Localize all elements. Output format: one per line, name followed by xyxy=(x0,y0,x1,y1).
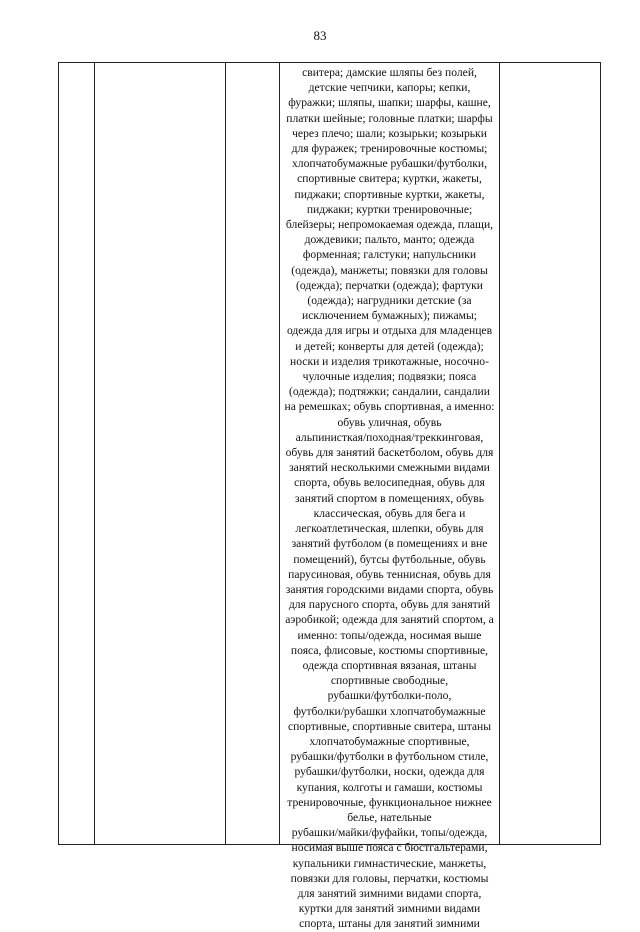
description-line: пиджаки; куртки тренировочные; xyxy=(306,202,473,216)
description-line: купальники гимнастические, манжеты, xyxy=(292,856,487,870)
description-line: классическая, обувь для бега и xyxy=(313,506,466,520)
description-line: занятий несколькими смежными видами xyxy=(289,461,490,475)
description-line: белье, нательные xyxy=(347,810,432,824)
description-line: рубашки/футболки в футбольном стиле, xyxy=(290,750,489,764)
column-divider xyxy=(499,63,500,844)
description-line: носки и изделия трикотажные, носочно- xyxy=(290,354,489,368)
description-line: одежда спортивная вязаная, штаны xyxy=(302,658,477,672)
description-line: и детей; конверты для детей (одежда); xyxy=(295,339,484,353)
description-line: помещений), бутсы футбольные, обувь xyxy=(293,552,486,566)
description-line: через плечо; шали; козырьки; козырьки xyxy=(292,126,487,140)
description-line: спорта, штаны для занятий зимними xyxy=(299,917,480,931)
description-line: для парусного спорта, обувь для занятий xyxy=(288,598,491,612)
description-line: блейзеры; непромокаемая одежда, плащи, xyxy=(285,218,494,232)
goods-description-cell xyxy=(280,65,499,932)
description-line: куртки для занятий зимними видами xyxy=(298,902,481,916)
description-line: спортивные, спортивные свитера, штаны xyxy=(287,719,492,733)
description-line: исключением бумажных); пижамы; xyxy=(302,309,477,323)
description-line: форменная; галстуки; напульсники xyxy=(302,248,477,262)
description-line: рубашки/футболки, носки, одежда для xyxy=(294,765,485,779)
description-line: занятий футболом (в помещениях и вне xyxy=(291,537,488,551)
column-divider xyxy=(94,63,95,844)
description-line: хлопчатобумажные рубашки/футболки, xyxy=(292,157,487,171)
description-line: тренировочные, функциональное нижнее xyxy=(287,795,492,809)
description-line: легкоатлетическая, шлепки, обувь для xyxy=(295,522,484,536)
description-line: (одежда); перчатки (одежда); фартуки xyxy=(296,278,483,292)
description-line: чулочные изделия; подвязки; пояса xyxy=(302,370,477,384)
description-line: обувь уличная, обувь xyxy=(337,415,442,429)
description-line: для занятий зимними видами спорта, xyxy=(297,886,482,900)
description-line: носимая выше пояса с бюстгальтерами, xyxy=(291,841,488,855)
description-line: хлопчатобумажные спортивные, xyxy=(309,734,470,748)
description-line: именно: топы/одежда, носимая выше xyxy=(297,628,482,642)
description-line: пиджаки; спортивные куртки, жакеты, xyxy=(294,187,485,201)
description-line: купания, колготы и гамаши, костюмы xyxy=(296,780,483,794)
description-line: спорта, обувь велосипедная, обувь для xyxy=(294,476,485,490)
description-line: пояса, флисовые, костюмы спортивные, xyxy=(290,643,489,657)
page-number: 83 xyxy=(313,28,327,43)
description-line: (одежда); подтяжки; сандалии, сандалии xyxy=(289,385,490,399)
description-line: занятий спортом в помещениях, обувь xyxy=(294,491,484,505)
description-line: свитера; дамские шляпы без полей, xyxy=(302,66,477,79)
description-line: (одежда), манжеты; повязки для головы xyxy=(291,263,488,277)
description-line: для фуражек; тренировочные костюмы; xyxy=(291,142,488,156)
description-line: рубашки/футболки-поло, xyxy=(327,689,452,703)
description-line: фуражки; шляпы, шапки; шарфы, кашне, xyxy=(288,96,491,110)
description-line: парусиновая, обувь теннисная, обувь для xyxy=(288,567,491,581)
description-line: платки шейные; головные платки; шарфы xyxy=(286,111,493,125)
goods-table xyxy=(58,62,601,931)
description-line: на ремешках; обувь спортивная, а именно: xyxy=(284,400,495,414)
description-line: дождевики; пальто, манто; одежда xyxy=(304,233,475,247)
description-line: аэробикой; одежда для занятий спортом, а xyxy=(285,613,494,627)
description-line: спортивные свободные, xyxy=(330,674,449,688)
description-line: (одежда); нагрудники детские (за xyxy=(307,294,472,308)
description-line: обувь для занятий баскетболом, обувь для xyxy=(285,446,494,460)
column-divider xyxy=(225,63,226,844)
description-line: рубашки/майки/фуфайки, топы/одежда, xyxy=(291,826,488,840)
description-line: детские чепчики, капоры; кепки, xyxy=(308,81,471,95)
description-line: спортивные свитера; куртки, жакеты, xyxy=(297,172,482,186)
description-line: альпинисткая/походная/треккинговая, xyxy=(295,430,484,444)
description-line: занятия городскими видами спорта, обувь xyxy=(285,582,494,596)
description-line: футболки/рубашки хлопчатобумажные xyxy=(293,704,486,718)
description-line: повязки для головы, перчатки, костюмы xyxy=(290,871,489,885)
description-line: одежда для игры и отдыха для младенцев xyxy=(286,324,493,338)
